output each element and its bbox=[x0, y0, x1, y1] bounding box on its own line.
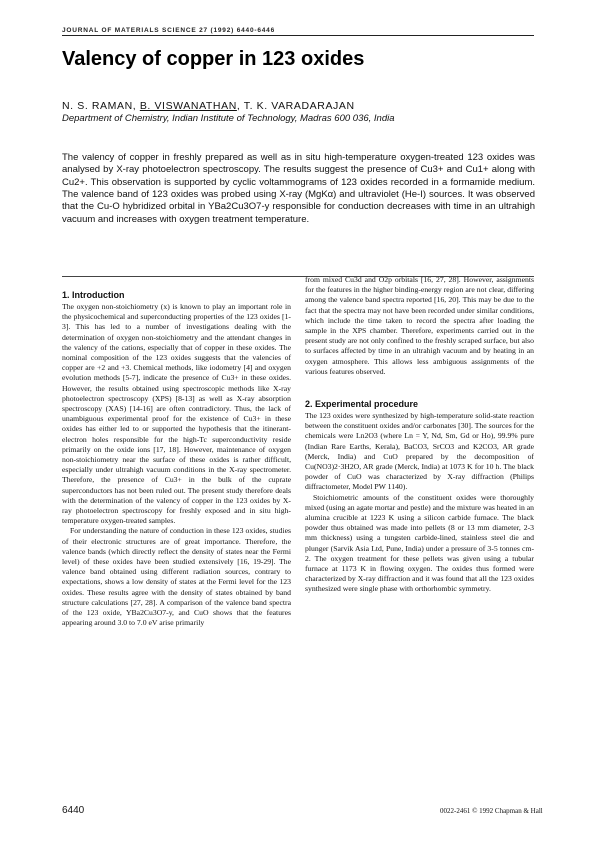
experimental-heading: 2. Experimental procedure bbox=[305, 399, 419, 410]
copyright-line: 0022-2461 © 1992 Chapman & Hall bbox=[440, 807, 543, 815]
header-rule bbox=[62, 35, 534, 36]
authors-first: N. S. RAMAN, bbox=[62, 100, 140, 112]
author-line bbox=[62, 100, 355, 112]
authors-rest: , T. K. VARADARAJAN bbox=[236, 100, 355, 112]
experimental-paragraph-1: The 123 oxides were synthesized by high-temperature solid-state reaction between the constituent oxides and/or carbonates [30]. The sources for the chemicals were Ln2O3 (where Ln = Y, Nd, Sm, Gd or Ho), 99.9% pure (Indian Rare Earths, Kerala), BaCO3, SrCO3 and K2CO3, AR grade (Merck, India) and CuO prepared by the decomposition of Cu(NO3)2·3H2O, AR grade (Merck, India) at 1073 K for 10 h. The black powder of CuO was characterized by X-ray diffraction (Philips diffractometer, Model PW 1140). bbox=[305, 411, 534, 492]
intro-paragraph-1: The oxygen non-stoichiometry (x) is known to play an important role in the physicochemical and superconducting properties of the 123 oxides [1-3]. This has led to a number of investigations dealing with the determination of oxygen non-stoichiometry and the attendant changes in the valency of the cations, especially that of copper in these oxides. The nominal composition of the 123 oxides suggests that the valencies of copper are +2 and +3. Chemical methods, like iodometry [4] and oxygen evolution methods [5-7], indicate the presence of Cu3+ in these oxides. However, the results obtained using spectroscopic methods like X-ray photoelectron spectroscopy (XPS) [8-13] as well as X-ray absorption spectroscopy (XAS) [14-16] are often contradictory. Thus, the lack of unambiguous experimental proof for the existence of Cu3+ in these oxides has either led to or supported the hypothesis that the itinerant-electron holes responsible for the high-Tc superconductivity reside primarily on the oxide ions [17, 18]. However, maintenance of oxygen non-stoichiometry near the surface of these oxides is rather difficult, especially under ultrahigh vacuum conditions in the X-ray spectrometer. Therefore, the presence of Cu3+ in the bulk of the cuprate superconductors has not been ruled out. The present study therefore deals with the determination of the valency of copper in the 123 oxides by X-ray photoelectron spectroscopy for freshly exposed and in situ high-temperature oxygen-treated samples. bbox=[62, 302, 291, 526]
intro-paragraph-continued: from mixed Cu3d and O2p orbitals [16, 27, 28]. However, assignments for the features in the higher binding-energy region are not clear, differing among the valence band spectra reported [16, 20]. This may be due to the fact that the spectra may not have been recorded under similar conditions, which include the time taken to record the spectra after loading the sample in the XPS chamber. Therefore, experiments carried out in the present study are not only confined to the freshly scraped surface, but also to surfaces affected by time in an ultrahigh vacuum and by heating in an oxygen atmosphere. This allows less ambiguous assignments of the various features observed. bbox=[305, 275, 534, 376]
intro-paragraph-2: For understanding the nature of conduction in these 123 oxides, studies of their electronic structures are of great importance. Therefore, the valence bands (which directly reflect the density of states near the Fermi level) of these oxides have been studied extensively [16, 19-29]. The valence band obtained using different radiation sources, contrary to expectations, shows a low density of states at the Fermi level for the 123 oxides. These results agree with the density of states obtained by band structure calculations [27, 28]. A comparison of the valence band spectra of the 123 oxide, YBa2Cu3O7-y, and CuO shows that the features appearing around 3.0 to 7.0 eV arise primarily bbox=[62, 526, 291, 628]
article-title: Valency of copper in 123 oxides bbox=[62, 48, 365, 70]
authors-underlined: B. VISWANATHAN bbox=[139, 100, 237, 112]
right-column bbox=[305, 275, 534, 595]
journal-header: JOURNAL OF MATERIALS SCIENCE 27 (1992) 6440-6446 bbox=[62, 27, 275, 34]
intro-heading: 1. Introduction bbox=[62, 290, 125, 300]
affiliation: Department of Chemistry, Indian Institute of Technology, Madras 600 036, India bbox=[62, 113, 395, 124]
page-number: 6440 bbox=[62, 805, 85, 816]
left-column bbox=[62, 290, 291, 629]
experimental-paragraph-2: Stoichiometric amounts of the constituent oxides were thoroughly mixed (using an agate mortar and pestle) and the mixture was heated in an alumina crucible at 1223 K using a silicon carbide furnace. The black powder thus obtained was made into pellets (8 or 13 mm diameter, 2-3 mm thickness) using a tungsten carbide-lined, stainless steel die and plunger (Sarvik Asia Ltd, Pune, India) under a pressure of 3-5 tonnes cm-2. The oxygen treatment for these pellets was given using a tubular furnace at 1173 K in flowing oxygen. The oxides thus formed were characterized by X-ray diffraction and it was found that all the 123 oxides synthesized were single phase with orthorhombic symmetry. bbox=[305, 492, 534, 594]
abstract: The valency of copper in freshly prepared as well as in situ high-temperature oxygen-treated 123 oxides was analysed by X-ray photoelectron spectroscopy. The results suggest the presence of Cu3+ and Cu1+ along with Cu2+. This observation is supported by cyclic voltammograms of 123 oxides recorded in a formamide medium. The valence band of 123 oxides was probed using X-ray (MgKα) and ultraviolet (He-I) sources. It was observed that the Cu-O hybridized orbital in YBa2Cu3O7-y responsible for conduction decreases with time in an ultrahigh vacuum and increases with oxygen treatment temperature. bbox=[62, 152, 535, 225]
